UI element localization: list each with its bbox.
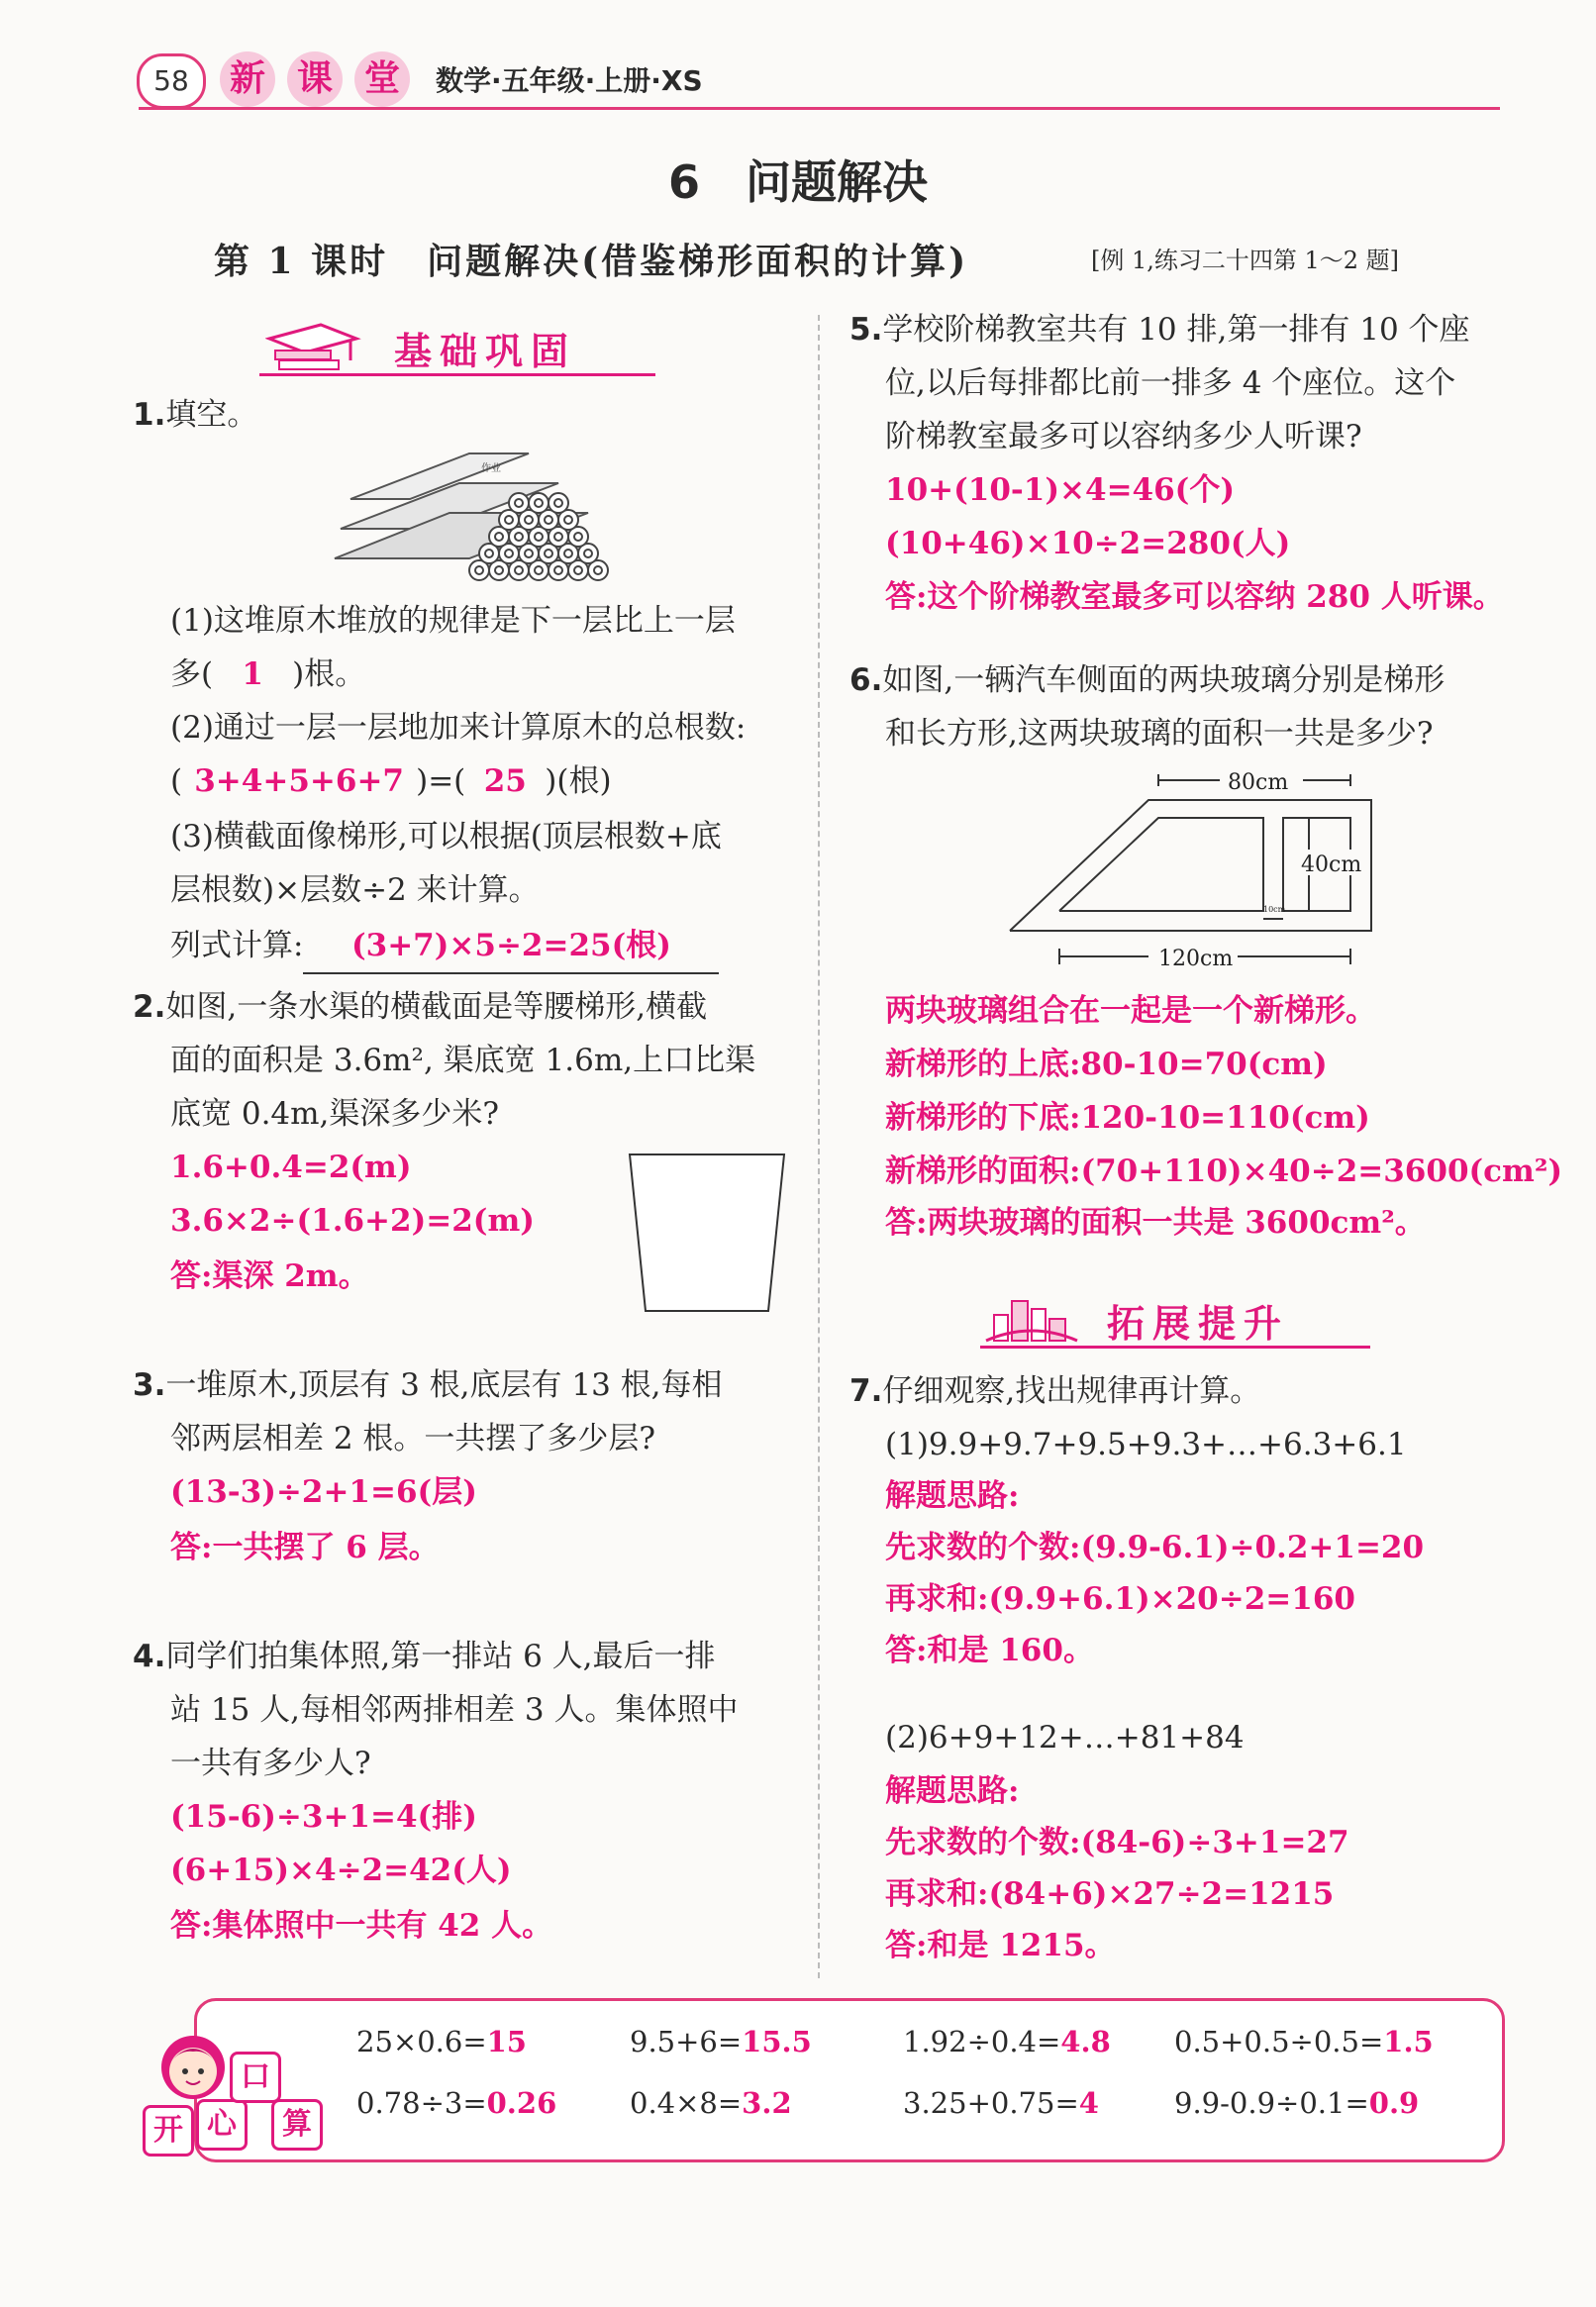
q4-answer-line2: (6+15)×4÷2=42(人) xyxy=(170,1853,512,1888)
q1-answer-2b: 25 xyxy=(483,763,527,799)
question-number: 1. xyxy=(133,397,166,433)
q7-sub1-hint: 解题思路: xyxy=(885,1478,1020,1514)
column-divider xyxy=(818,315,820,1978)
book-info: 数学·五年级·上册·XS xyxy=(436,64,703,97)
lesson-title: 第 1 课时 问题解决(借鉴梯形面积的计算) xyxy=(214,241,969,282)
question-text: 填空。 xyxy=(165,397,258,433)
log-ring xyxy=(525,550,533,557)
log-ring xyxy=(505,516,513,524)
log-ring xyxy=(554,499,562,507)
question-4-line1: 4.同学们拍集体照,第一排站 6 人,最后一排 xyxy=(133,1639,716,1674)
fig-label-gap: 10cm xyxy=(1263,905,1286,914)
mental-math-item: 0.4×8=3.2 xyxy=(630,2086,792,2120)
q7-sub2-answer2: 再求和:(84+6)×27÷2=1215 xyxy=(885,1876,1335,1912)
log-ring xyxy=(515,499,523,507)
q7-sub2-expression: (2)6+9+12+…+81+84 xyxy=(885,1720,1245,1755)
log-ring xyxy=(574,566,582,574)
girl-illustration-icon xyxy=(149,2020,238,2109)
q7-sub1-answer3: 答:和是 160。 xyxy=(885,1633,1094,1668)
q5-answer-line3: 答:这个阶梯教室最多可以容纳 280 人听课。 xyxy=(885,579,1504,615)
question-4-line3: 一共有多少人? xyxy=(170,1746,371,1781)
title-char: 心 xyxy=(196,2099,248,2151)
q1-part3-line1: (3)横截面像梯形,可以根据(顶层根数+底 xyxy=(170,819,722,854)
q7-sub2-answer3: 答:和是 1215。 xyxy=(885,1928,1116,1963)
q6-answer-line3: 新梯形的下底:120-10=110(cm) xyxy=(885,1100,1370,1136)
mental-math-item: 9.9-0.9÷0.1=0.9 xyxy=(1174,2086,1420,2120)
q6-answer-line1: 两块玻璃组合在一起是一个新梯形。 xyxy=(885,993,1376,1029)
log-ring xyxy=(594,566,602,574)
log-ring xyxy=(545,550,552,557)
title-char: 口 xyxy=(230,2052,281,2103)
log-ring xyxy=(515,533,523,541)
header-rule xyxy=(139,107,1500,110)
fig-label-bottom: 120cm xyxy=(1158,947,1234,971)
title-char: 算 xyxy=(271,2099,323,2151)
log-ring xyxy=(535,499,543,507)
title-char: 开 xyxy=(143,2105,194,2157)
log-ring xyxy=(535,566,543,574)
buildings-icon xyxy=(984,1291,1079,1345)
question-3-line1: 3.一堆原木,顶层有 3 根,底层有 13 根,每相 xyxy=(133,1367,723,1403)
question-6-line2: 和长方形,这两块玻璃的面积一共是多少? xyxy=(885,716,1434,752)
log-pile-figure xyxy=(331,440,628,584)
q7-sub1-answer2: 再求和:(9.9+6.1)×20÷2=160 xyxy=(885,1581,1355,1617)
logo-char: 新 xyxy=(220,51,275,107)
q5-answer-line2: (10+46)×10÷2=280(人) xyxy=(885,526,1291,561)
q6-answer-line4: 新梯形的面积:(70+110)×40÷2=3600(cm²) xyxy=(885,1154,1563,1189)
logo-char: 课 xyxy=(287,51,343,107)
log-ring xyxy=(535,533,543,541)
lesson-reference: [例 1,练习二十四第 1～2 题] xyxy=(1091,247,1400,274)
mental-math-item: 0.78÷3=0.26 xyxy=(356,2086,557,2120)
section-title: 拓展提升 xyxy=(1107,1302,1290,1346)
q4-answer-line1: (15-6)÷3+1=4(排) xyxy=(170,1799,477,1835)
question-3-line2: 邻两层相差 2 根。一共摆了多少层? xyxy=(170,1421,656,1456)
section-banner-extend xyxy=(980,1289,1370,1349)
question-2-line3: 底宽 0.4m,渠深多少米? xyxy=(170,1096,500,1132)
mental-math-item: 25×0.6=15 xyxy=(356,2025,527,2058)
q1-part3-line2: 层根数)×层数÷2 来计算。 xyxy=(170,872,540,908)
q1-part1-line1: (1)这堆原木堆放的规律是下一层比上一层 xyxy=(170,603,736,639)
q4-answer-line3: 答:集体照中一共有 42 人。 xyxy=(170,1908,553,1944)
q3-answer-line1: (13-3)÷2+1=6(层) xyxy=(170,1474,477,1510)
chapter-title: 6 问题解决 xyxy=(667,155,928,209)
log-ring xyxy=(554,566,562,574)
svg-text:作业: 作业 xyxy=(481,463,501,474)
q7-sub2-answer1: 先求数的个数:(84-6)÷3+1=27 xyxy=(885,1825,1349,1860)
mental-math-item: 3.25+0.75=4 xyxy=(903,2086,1099,2120)
q7-sub1-answer1: 先求数的个数:(9.9-6.1)÷0.2+1=20 xyxy=(885,1530,1425,1565)
page-number: 58 xyxy=(137,53,206,109)
fig-label-side: 40cm xyxy=(1301,853,1362,877)
car-windows-figure xyxy=(1000,762,1396,978)
q1-part2-line2: ( 3+4+5+6+7 )=( 25 )(根) xyxy=(170,754,612,808)
books-icon xyxy=(265,321,364,372)
question-2-line2: 面的面积是 3.6m², 渠底宽 1.6m,上口比渠 xyxy=(170,1043,756,1078)
q2-answer-line3: 答:渠深 2m。 xyxy=(170,1258,369,1294)
log-ring xyxy=(525,516,533,524)
q6-answer-line5: 答:两块玻璃的面积一共是 3600cm²。 xyxy=(885,1205,1426,1241)
log-ring xyxy=(564,516,572,524)
log-ring xyxy=(584,550,592,557)
question-5-line1: 5.学校阶梯教室共有 10 排,第一排有 10 个座 xyxy=(849,312,1470,348)
question-6-line1: 6.如图,一辆汽车侧面的两块玻璃分别是梯形 xyxy=(849,662,1446,698)
mental-math-item: 9.5+6=15.5 xyxy=(630,2025,812,2058)
mental-math-item: 0.5+0.5÷0.5=1.5 xyxy=(1174,2025,1434,2058)
log-ring xyxy=(485,550,493,557)
fig-label-top: 80cm xyxy=(1228,770,1289,795)
q1-part1-line2: 多( 1 )根。 xyxy=(170,648,365,701)
q2-answer-line2: 3.6×2÷(1.6+2)=2(m) xyxy=(170,1203,535,1239)
q1-answer-2a: 3+4+5+6+7 xyxy=(194,763,404,799)
q2-answer-line1: 1.6+0.4=2(m) xyxy=(170,1150,412,1185)
section-title: 基础巩固 xyxy=(394,330,577,373)
q1-answer-1: 1 xyxy=(242,656,263,692)
question-5-line2: 位,以后每排都比前一排多 4 个座位。这个 xyxy=(885,365,1456,401)
q7-sub2-hint: 解题思路: xyxy=(885,1773,1020,1809)
q6-answer-line2: 新梯形的上底:80-10=70(cm) xyxy=(885,1047,1328,1082)
q1-answer-3: (3+7)×5÷2=25(根) xyxy=(303,919,719,974)
logo-char: 堂 xyxy=(354,51,410,107)
log-ring xyxy=(545,516,552,524)
question-2-line1: 2.如图,一条水渠的横截面是等腰梯形,横截 xyxy=(133,989,708,1025)
log-ring xyxy=(515,566,523,574)
section-banner-basic xyxy=(259,317,655,376)
section-underline xyxy=(259,373,655,376)
q3-answer-line2: 答:一共摆了 6 层。 xyxy=(170,1530,440,1565)
log-ring xyxy=(475,566,483,574)
question-1-heading xyxy=(133,388,257,442)
q1-part2-line1: (2)通过一层一层地加来计算原木的总根数: xyxy=(170,710,747,746)
log-ring xyxy=(495,566,503,574)
mental-math-item: 1.92÷0.4=4.8 xyxy=(903,2025,1111,2058)
question-5-line3: 阶梯教室最多可以容纳多少人听课? xyxy=(885,419,1362,454)
log-ring xyxy=(574,533,582,541)
log-ring xyxy=(554,533,562,541)
log-ring xyxy=(495,533,503,541)
log-ring xyxy=(505,550,513,557)
q5-answer-line1: 10+(10-1)×4=46(个) xyxy=(885,472,1236,508)
section-underline xyxy=(980,1346,1370,1349)
question-7-line1: 7.仔细观察,找出规律再计算。 xyxy=(849,1373,1261,1409)
log-ring xyxy=(564,550,572,557)
question-4-line2: 站 15 人,每相邻两排相差 3 人。集体照中 xyxy=(170,1692,739,1728)
q7-sub1-expression: (1)9.9+9.7+9.5+9.3+…+6.3+6.1 xyxy=(885,1427,1407,1462)
q1-part3-line3: 列式计算: (3+7)×5÷2=25(根) xyxy=(170,919,719,974)
canal-cross-section-figure xyxy=(624,1149,792,1317)
